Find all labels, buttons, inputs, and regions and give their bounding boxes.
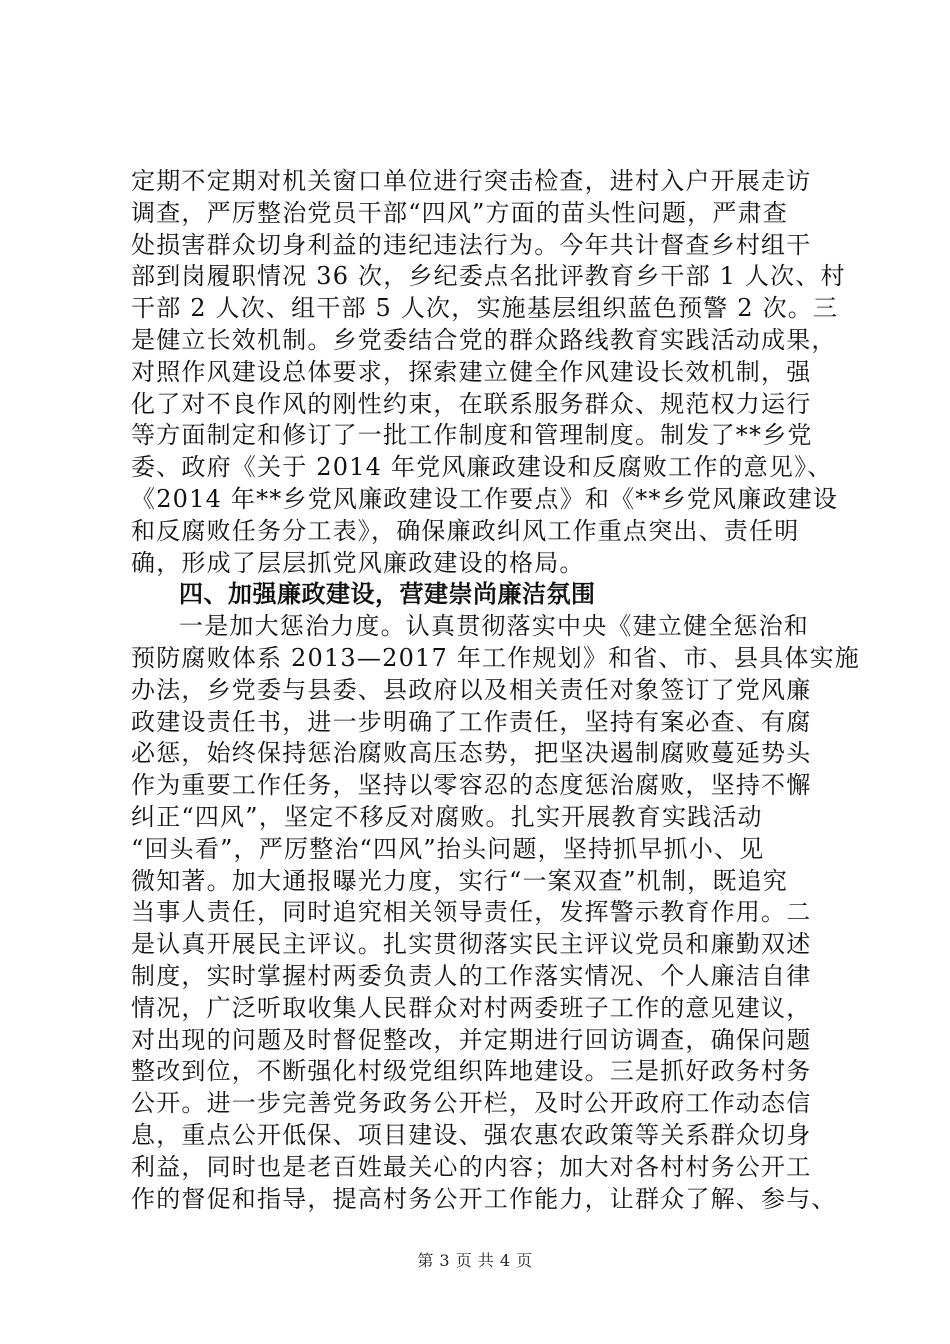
text-line: 部到岗履职情况 36 次，乡纪委点名批评教育乡干部 1 人次、村: [131, 262, 846, 291]
text-line: 纠正“四风”，坚定不移反对腐败。扎实开展教育实践活动: [131, 802, 763, 831]
text-line: 利益，同时也是老百姓最关心的内容；加大对各村村务公开工: [131, 1152, 812, 1181]
text-line: 当事人责任，同时追究相关领导责任，发挥警示教育作用。二: [131, 898, 812, 927]
text-line: 委、政府《关于 2014 年党风廉政建设和反腐败工作的意见》、: [131, 453, 833, 482]
text-line: 整改到位，不断强化村级党组织阵地建设。三是抓好政务村务: [131, 1057, 812, 1086]
text-line: 必惩，始终保持惩治腐败高压态势，把坚决遏制腐败蔓延势头: [131, 739, 812, 768]
text-line: 一是加大惩治力度。认真贯彻落实中央《建立健全惩治和: [179, 612, 809, 641]
text-line: 微知著。加大通报曝光力度，实行“一案双查”机制，既追究: [131, 866, 788, 895]
text-line: 作的督促和指导，提高村务公开工作能力，让群众了解、参与、: [131, 1184, 837, 1213]
text-line: 政建设责任书，进一步明确了工作责任，坚持有案必查、有腐: [131, 707, 812, 736]
text-line: 是认真开展民主评议。扎实贯彻落实民主评议党员和廉勤双述: [131, 930, 812, 959]
text-line: 干部 2 人次、组干部 5 人次，实施基层组织蓝色预警 2 次。三: [131, 294, 839, 323]
text-line: 办法，乡党委与县委、县政府以及相关责任对象签订了党风廉: [131, 675, 812, 704]
text-line: 作为重要工作任务，坚持以零容忍的态度惩治腐败，坚持不懈: [131, 771, 812, 800]
text-line: “回头看”，严厉整治“四风”抬头问题，坚持抓早抓小、见: [131, 834, 765, 863]
text-line: 化了对不良作风的刚性约束，在联系服务群众、规范权力运行: [131, 389, 812, 418]
page-number-footer: 第 3 页 共 4 页: [417, 1251, 533, 1270]
text-line: 处损害群众切身利益的违纪违法行为。今年共计督查乡村组干: [131, 230, 812, 259]
text-line: 制度，实时掌握村两委负责人的工作落实情况、个人廉洁自律: [131, 961, 812, 990]
text-line: 《2014 年**乡党风廉政建设工作要点》和《**乡党风廉政建设: [131, 484, 839, 513]
text-line: 确，形成了层层抓党风廉政建设的格局。: [131, 548, 585, 577]
text-line: 公开。进一步完善党务政务公开栏，及时公开政府工作动态信: [131, 1089, 812, 1118]
text-line: 息，重点公开低保、项目建设、强农惠农政策等关系群众切身: [131, 1120, 812, 1149]
text-line: 对出现的问题及时督促整改，并定期进行回访调查，确保问题: [131, 1025, 812, 1054]
text-line: 等方面制定和修订了一批工作制度和管理制度。制发了**乡党: [131, 421, 813, 450]
text-line: 对照作风建设总体要求，探索建立健全作风建设长效机制，强: [131, 357, 812, 386]
body-text: [131, 166, 861, 1215]
text-line: 和反腐败任务分工表》，确保廉政纠风工作重点突出、责任明: [131, 516, 800, 545]
text-line: 调查，严厉整治党员干部“四风”方面的苗头性问题，严肃查: [131, 198, 788, 227]
text-line: 定期不定期对机关窗口单位进行突击检查，进村入户开展走访: [131, 167, 812, 195]
text-line: 情况，广泛听取收集人民群众对村两委班子工作的意见建议，: [131, 993, 812, 1022]
text-line: 预防腐败体系 2013—2017 年工作规划》和省、市、县具体实施: [131, 643, 861, 672]
section-heading: 四、加强廉政建设，营建崇尚廉洁氛围: [179, 580, 596, 609]
text-line: 是健立长效机制。乡党委结合党的群众路线教育实践活动成果，: [131, 325, 837, 354]
